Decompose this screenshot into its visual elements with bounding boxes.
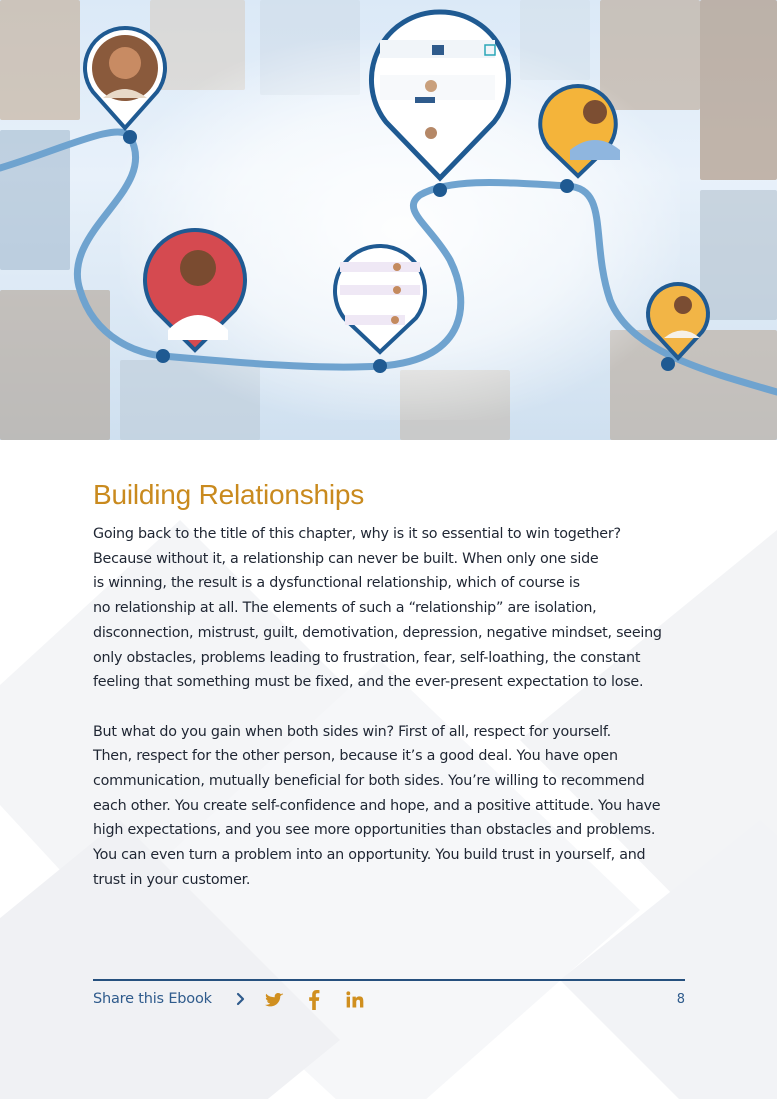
paragraph-line: Because without it, a relationship can never be built. When only one side xyxy=(93,550,599,567)
linkedin-icon[interactable] xyxy=(345,990,365,1014)
paragraph-line: But what do you gain when both sides win? First of all, respect for yourself. xyxy=(93,723,611,740)
path-node xyxy=(661,357,675,371)
paragraph-line: Going back to the title of this chapter, why is it so essential to win together? xyxy=(93,526,621,542)
article-section xyxy=(93,478,693,893)
paragraph-line: only obstacles, problems leading to frustration, fear, self-loathing, the constant xyxy=(93,649,641,666)
paragraph-line: trust in your customer. xyxy=(93,871,251,888)
footer xyxy=(93,990,685,1014)
paragraph-line: Then, respect for the other person, because it’s a good deal. You have open xyxy=(93,748,618,765)
facebook-icon[interactable] xyxy=(307,990,321,1014)
path-node xyxy=(373,359,387,373)
paragraph-line: You can even turn a problem into an opportunity. You build trust in yourself, and xyxy=(93,847,646,864)
section-heading: Building Relationships xyxy=(93,479,365,510)
map-pin-avatar xyxy=(145,230,245,350)
path-node xyxy=(123,130,137,144)
hero-image xyxy=(0,0,777,440)
paragraph-line: disconnection, mistrust, guilt, demotivation, depression, negative mindset, seeing xyxy=(93,624,662,641)
paragraph-line: each other. You create self-confidence and hope, and a positive attitude. You have xyxy=(93,797,661,814)
map-pin-app-screenshot xyxy=(371,12,508,178)
share-label: Share this Ebook xyxy=(93,991,212,1007)
paragraph-line: communication, mutually beneficial for both sides. You’re willing to recommend xyxy=(93,773,645,790)
chevron-right-icon xyxy=(236,992,246,1010)
path-node xyxy=(433,183,447,197)
paragraph-line: no relationship at all. The elements of such a “relationship” are isolation, xyxy=(93,600,597,617)
paragraph-line: high expectations, and you see more opportunities than obstacles and problems. xyxy=(93,822,656,839)
body-paragraph xyxy=(93,522,693,695)
map-pin-avatar xyxy=(540,86,620,176)
map-pin-avatar xyxy=(85,28,165,128)
body-paragraph xyxy=(93,720,693,893)
page-number: 8 xyxy=(676,992,685,1007)
paragraph-line: is winning, the result is a dysfunctional relationship, which of course is xyxy=(93,575,580,592)
map-pin-cards xyxy=(335,246,425,352)
journey-path-graphic xyxy=(0,0,777,440)
footer-divider xyxy=(93,979,685,981)
path-node xyxy=(560,179,574,193)
path-node xyxy=(156,349,170,363)
paragraph-line: feeling that something must be fixed, and the ever-present expectation to lose. xyxy=(93,674,644,691)
twitter-icon[interactable] xyxy=(265,990,285,1014)
